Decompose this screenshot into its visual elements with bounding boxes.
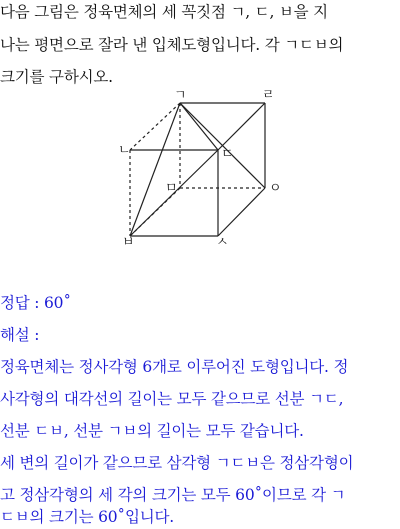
edge-s-o [218,188,265,236]
explanation-line-1: 정육면체는 정사각형 6개로 이루어진 도형입니다. 정 [0,358,349,376]
vertex-label-d: ㄷ [221,147,234,162]
triangle-side-g-d [180,103,218,150]
question-line-2: 나는 평면으로 잘라 낸 입체도형입니다. 각 ㄱㄷㅂ의 [0,36,344,54]
explanation-line-6: ㄷㅂ의 크기는 60˚입니다. [0,508,175,526]
edge-g-n [130,103,180,150]
explanation-heading: 해설 : [0,326,40,344]
answer-line: 정답 : 60˚ [0,294,71,312]
vertex-label-r: ㄹ [262,88,275,103]
triangle-side-g-b [130,103,180,236]
explanation-line-2: 사각형의 대각선의 길이는 모두 같으므로 선분 ㄱㄷ, [0,390,344,408]
vertex-label-m: ㅁ [165,181,178,196]
explanation-line-4: 세 변의 길이가 같으므로 삼각형 ㄱㄷㅂ은 정삼각형이 [0,454,354,472]
question-line-1: 다음 그림은 정육면체의 세 꼭짓점 ㄱ, ㄷ, ㅂ을 지 [0,3,328,21]
vertex-label-o: ㅇ [269,181,282,196]
explanation-line-5: 고 정삼각형의 세 각의 크기는 모두 60˚이므로 각 ㄱ [0,486,346,504]
cube-figure [100,88,300,248]
explanation-line-3: 선분 ㄷㅂ, 선분 ㄱㅂ의 길이는 모두 같습니다. [0,422,304,440]
vertex-label-b: ㅂ [122,235,135,248]
vertex-label-g: ㄱ [174,88,187,103]
vertex-label-n: ㄴ [118,143,131,158]
edge-d-r [218,103,265,150]
vertex-label-s: ㅅ [216,235,229,248]
question-line-3: 크기를 구하시오. [0,68,113,86]
